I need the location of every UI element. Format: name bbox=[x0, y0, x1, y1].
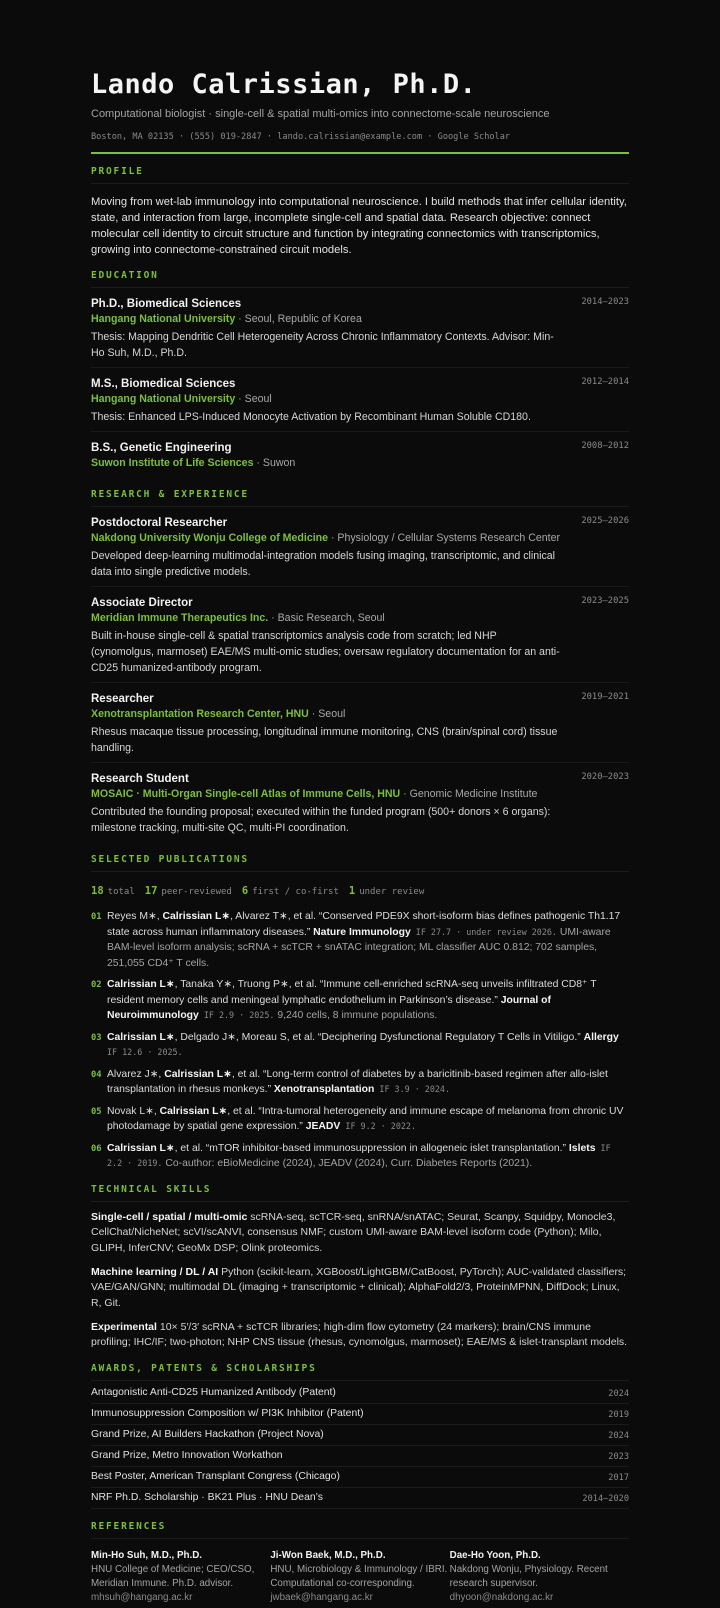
institution-line bbox=[91, 456, 629, 471]
reference-email[interactable]: dhyoon@nakdong.ac.kr bbox=[449, 1592, 554, 1604]
skill-category: Experimental bbox=[91, 1320, 157, 1333]
skill-details: scRNA-seq, scTCR-seq, snRNA/snATAC; Seurat, Scanpy, Squidpy, Monocle3, CellChat/NicheNet; scVI/scANVI, consensus NMF; custom UMI-aware BAM-level isoform code (Python); Milo, GLIPH, InferCNV; GeoMx DSP; Olink proteomics. bbox=[91, 1210, 616, 1254]
section-title-experience: RESEARCH & EXPERIENCE bbox=[91, 489, 629, 507]
institution-location: · Seoul bbox=[235, 393, 272, 405]
institution-name: Hangang National University bbox=[91, 393, 236, 405]
section-title-profile: PROFILE bbox=[91, 166, 629, 184]
stat-count: 18 bbox=[91, 885, 104, 897]
publication-item bbox=[91, 1104, 629, 1135]
experience-entry bbox=[91, 507, 629, 587]
award-title: Antagonistic Anti-CD25 Humanized Antibody (Patent) bbox=[91, 1387, 336, 1399]
entry-description: Built in-house single-cell & spatial transcriptomics analysis code from scratch; led NHP (cynomolgus, marmoset) EAE/MS multi-omic studies; oversaw regulatory documentation for an anti-CD25 humanized-antibody program. bbox=[91, 630, 560, 674]
date-range: 2012–2014 bbox=[581, 377, 629, 387]
section-title-publications: SELECTED PUBLICATIONS bbox=[91, 854, 629, 872]
stat-group bbox=[145, 887, 232, 897]
education-entry bbox=[91, 432, 629, 477]
publication-stats bbox=[91, 884, 629, 899]
skill-group bbox=[91, 1210, 629, 1257]
organization-line bbox=[91, 611, 629, 626]
award-row bbox=[91, 1488, 629, 1509]
stat-count: 6 bbox=[241, 885, 249, 897]
reference-card bbox=[91, 1549, 270, 1605]
education-entry bbox=[91, 288, 629, 368]
journal-name: Journal of Neuroimmunology bbox=[107, 994, 551, 1021]
reference-card bbox=[270, 1549, 449, 1605]
self-author: Calrissian L∗ bbox=[107, 979, 175, 990]
organization-location: · Basic Research, Seoul bbox=[268, 612, 385, 624]
award-year: 2024 bbox=[608, 1431, 629, 1442]
award-row bbox=[91, 1404, 629, 1425]
publication-citation bbox=[107, 1104, 629, 1135]
organization-name: Xenotransplantation Research Center, HNU bbox=[91, 708, 309, 720]
stat-label: peer-reviewed bbox=[161, 887, 232, 897]
co-authors-before: Alvarez J∗, bbox=[107, 1068, 165, 1080]
impact-factor: IF 2.9 · 2025. bbox=[198, 1010, 275, 1020]
award-row bbox=[91, 1467, 629, 1488]
publication-number: 04 bbox=[91, 1069, 102, 1080]
date-range: 2008–2012 bbox=[581, 441, 629, 451]
organization-line bbox=[91, 531, 629, 546]
entry-description: Rhesus macaque tissue processing, longitudinal immune monitoring, CNS (brain/spinal cord) tissue handling. bbox=[91, 726, 558, 754]
organization-name: Nakdong University Wonju College of Medicine bbox=[91, 532, 329, 544]
self-author: Calrissian L∗ bbox=[164, 1068, 232, 1080]
publication-number: 03 bbox=[91, 1032, 102, 1043]
reference-name: Ji-Won Baek, M.D., Ph.D. bbox=[270, 1550, 386, 1562]
publication-citation bbox=[107, 1067, 629, 1098]
institution-name: Hangang National University bbox=[91, 313, 236, 325]
reference-email[interactable]: mhsuh@hangang.ac.kr bbox=[91, 1592, 193, 1604]
experience-entry bbox=[91, 683, 629, 763]
candidate-name: Lando Calrissian, Ph.D. bbox=[91, 69, 477, 100]
organization-location: · Physiology / Cellular Systems Research Center bbox=[328, 532, 560, 544]
skill-category: Machine learning / DL / AI bbox=[91, 1265, 219, 1278]
publication-item bbox=[91, 1141, 629, 1172]
award-year: 2024 bbox=[608, 1389, 629, 1400]
role-title: Research Student bbox=[91, 773, 189, 785]
resume-header bbox=[91, 66, 629, 154]
skills-list bbox=[91, 1210, 629, 1352]
impact-factor: IF 3.9 · 2024. bbox=[374, 1084, 451, 1094]
skill-details: 10× 5′/3′ scRNA + scTCR libraries; high-dim flow cytometry (24 markers); brain/CNS immune profiling; IHC/IF; two-photon; NHP CNS tissue (rhesus, cynomolgus, marmoset); EAE/MS & islet-transplant models. bbox=[91, 1320, 628, 1349]
date-range: 2023–2025 bbox=[581, 596, 629, 606]
impact-factor: IF 2.2 · 2019. bbox=[107, 1142, 611, 1168]
journal-name: Islets bbox=[568, 1142, 596, 1154]
date-range: 2019–2021 bbox=[581, 692, 629, 702]
reference-affiliation: HNU, Microbiology & Immunology / IBRI. Computational co-corresponding. bbox=[270, 1564, 448, 1590]
experience-entry bbox=[91, 763, 629, 842]
education-list bbox=[91, 288, 629, 477]
organization-line bbox=[91, 787, 629, 802]
reference-name: Dae-Ho Yoon, Ph.D. bbox=[449, 1550, 541, 1562]
stat-label: under review bbox=[359, 887, 425, 897]
degree-title: B.S., Genetic Engineering bbox=[91, 442, 232, 454]
experience-entry bbox=[91, 587, 629, 683]
tagline: Computational biologist · single-cell & spatial multi-omics into connectome-scale neuroscience bbox=[91, 108, 550, 120]
citation-text: , Delgado J∗, Moreau S, et al. “Deciphering Dysfunctional Regulatory T Cells in Vitiligo.” bbox=[174, 1031, 584, 1043]
publication-number: 01 bbox=[91, 912, 102, 922]
publication-citation bbox=[107, 909, 629, 971]
award-title: NRF Ph.D. Scholarship · BK21 Plus · HNU Dean’s bbox=[91, 1492, 323, 1504]
award-row bbox=[91, 1425, 629, 1446]
entry-description: Thesis: Enhanced LPS-Induced Monocyte Activation by Recombinant Human Soluble CD180. bbox=[91, 411, 531, 423]
institution-name: Suwon Institute of Life Sciences bbox=[91, 457, 254, 469]
impact-factor: IF 9.2 · 2022. bbox=[340, 1121, 417, 1131]
stat-count: 1 bbox=[348, 885, 356, 897]
citation-text: , et al. “Long-term control of diabetes by a baricitinib-based regimen after allo-islet transplantation in rhesus monkeys.” bbox=[107, 1068, 608, 1095]
stat-count: 17 bbox=[144, 885, 158, 897]
journal-name: Nature Immunology bbox=[313, 926, 411, 938]
reference-affiliation: Nakdong Wonju, Physiology. Recent research supervisor. bbox=[449, 1564, 608, 1590]
award-year: 2014–2020 bbox=[582, 1494, 629, 1505]
publication-citation bbox=[107, 1030, 629, 1061]
journal-name: Xenotransplantation bbox=[273, 1084, 375, 1095]
institution-location: · Suwon bbox=[253, 457, 296, 469]
co-authors-before: Novak L∗, bbox=[107, 1105, 160, 1117]
stat-label: first / co-first bbox=[252, 887, 339, 897]
contact-line: Boston, MA 02135 · (555) 019-2847 · lando.calrissian@example.com · Google Scholar bbox=[91, 132, 511, 142]
impact-factor: IF 27.7 · under review 2026. bbox=[410, 926, 557, 937]
award-title: Grand Prize, AI Builders Hackathon (Project Nova) bbox=[91, 1429, 324, 1441]
experience-list bbox=[91, 507, 629, 842]
award-title: Immunosuppression Composition w/ PI3K Inhibitor (Patent) bbox=[91, 1408, 364, 1420]
publication-note: UMI-aware BAM-level isoform analysis; scRNA + scTCR + snATAC integration; ML classifier AUC 0.812; 702 samples, 251,055 CD4⁺ T cells. bbox=[107, 926, 611, 969]
skill-category: Single-cell / spatial / multi-omic bbox=[91, 1210, 248, 1223]
header-rule bbox=[91, 152, 629, 154]
role-title: Postdoctoral Researcher bbox=[91, 517, 228, 529]
degree-title: M.S., Biomedical Sciences bbox=[91, 378, 236, 390]
organization-name: Meridian Immune Therapeutics Inc. bbox=[91, 612, 269, 624]
stat-group bbox=[242, 887, 339, 897]
publication-number: 05 bbox=[91, 1106, 102, 1117]
institution-location: · Seoul, Republic of Korea bbox=[235, 313, 362, 325]
publication-item bbox=[91, 909, 629, 971]
publication-note: Co-author: eBioMedicine (2024), JEADV (2024), Curr. Diabetes Reports (2021). bbox=[162, 1158, 533, 1169]
section-title-education: EDUCATION bbox=[91, 270, 629, 288]
section-title-references: REFERENCES bbox=[91, 1521, 629, 1539]
date-range: 2014–2023 bbox=[581, 297, 629, 307]
organization-location: · Genomic Medicine Institute bbox=[400, 788, 538, 800]
awards-list bbox=[91, 1383, 629, 1509]
publication-item bbox=[91, 977, 629, 1024]
stat-group bbox=[91, 887, 135, 897]
citation-text: , et al. “mTOR inhibitor-based immunosuppression in allogeneic islet transplantation.” bbox=[174, 1142, 569, 1154]
stat-label: total bbox=[107, 887, 135, 897]
institution-line bbox=[91, 312, 629, 327]
publication-number: 06 bbox=[91, 1143, 102, 1154]
reference-affiliation: HNU College of Medicine; CEO/CSO, Meridian Immune. Ph.D. advisor. bbox=[91, 1564, 255, 1590]
journal-name: JEADV bbox=[305, 1121, 341, 1132]
role-title: Associate Director bbox=[91, 597, 193, 609]
profile-text: Moving from wet-lab immunology into computational neuroscience. I build methods that infer cellular identity, state, and interaction from large, incomplete single-cell and spatial data. Research objective: connect molecular cell identity to circuit structure and function by integrating connectomics with transcriptomics, growing into connectome-constrained circuit models. bbox=[91, 196, 627, 256]
organization-line bbox=[91, 707, 629, 722]
citation-text: , et al. “Intra-tumoral heterogeneity and immune escape of melanoma from chronic UV photodamage by spatial gene expression.” bbox=[107, 1105, 624, 1132]
award-row bbox=[91, 1446, 629, 1467]
award-row bbox=[91, 1383, 629, 1404]
citation-text: , Alvarez T∗, et al. “Conserved PDE9X short-isoform bias defines pathogenic Th1.17 state across human inflammatory diseases.” bbox=[107, 911, 621, 938]
reference-card bbox=[450, 1549, 629, 1605]
references-list bbox=[91, 1549, 629, 1605]
degree-title: Ph.D., Biomedical Sciences bbox=[91, 298, 242, 310]
self-author: Calrissian L∗ bbox=[107, 1031, 175, 1043]
entry-description: Contributed the founding proposal; executed within the funded program (500+ donors × 6 organs): milestone tracking, multi-site QC, multi-PI coordination. bbox=[91, 806, 551, 834]
skill-details: Python (scikit-learn, XGBoost/LightGBM/CatBoost, PyTorch); AUC-validated classifiers; VAE/GAN/GNN; multimodal DL (imaging + transcriptomic + clinical); AlphaFold2/3, ProteinMPNN, DiffDock; Linux, R, Git. bbox=[91, 1265, 627, 1310]
publication-citation bbox=[107, 1141, 629, 1172]
entry-description: Thesis: Mapping Dendritic Cell Heterogeneity Across Chronic Inflammatory Contexts. Advisor: Min-Ho Suh, M.D., Ph.D. bbox=[91, 331, 554, 359]
role-title: Researcher bbox=[91, 693, 154, 705]
publication-item bbox=[91, 1030, 629, 1061]
publication-item bbox=[91, 1067, 629, 1098]
skill-group bbox=[91, 1320, 629, 1351]
impact-factor: IF 12.6 · 2025. bbox=[107, 1047, 183, 1057]
reference-name: Min-Ho Suh, M.D., Ph.D. bbox=[91, 1550, 203, 1562]
date-range: 2020–2023 bbox=[581, 772, 629, 782]
award-title: Grand Prize, Metro Innovation Workathon bbox=[91, 1450, 283, 1462]
self-author: Calrissian L∗ bbox=[162, 911, 231, 922]
institution-line bbox=[91, 392, 629, 407]
reference-email[interactable]: jwbaek@hangang.ac.kr bbox=[270, 1592, 373, 1604]
organization-location: · Seoul bbox=[308, 708, 346, 720]
award-title: Best Poster, American Transplant Congress (Chicago) bbox=[91, 1471, 340, 1483]
publication-list bbox=[91, 909, 629, 1172]
publication-citation bbox=[107, 977, 629, 1024]
citation-text: , Tanaka Y∗, Truong P∗, et al. “Immune cell-enriched scRNA-seq unveils infiltrated CD8⁺ T resident memory cells and meningeal lymphatic endothelium in Parkinson’s disease.” bbox=[107, 979, 597, 1006]
co-authors-before: Reyes M∗, bbox=[107, 911, 163, 922]
section-title-skills: TECHNICAL SKILLS bbox=[91, 1184, 629, 1202]
education-entry bbox=[91, 368, 629, 432]
skill-group bbox=[91, 1265, 629, 1312]
organization-name: MOSAIC · Multi-Organ Single-cell Atlas of Immune Cells, HNU bbox=[91, 788, 401, 800]
publication-note: 9,240 cells, 8 immune populations. bbox=[274, 1010, 438, 1021]
journal-name: Allergy bbox=[583, 1031, 619, 1043]
date-range: 2025–2026 bbox=[581, 516, 629, 526]
self-author: Calrissian L∗ bbox=[159, 1105, 228, 1117]
award-year: 2023 bbox=[608, 1452, 629, 1463]
entry-description: Developed deep-learning multimodal-integration models fusing imaging, transcriptomic, and clinical data into single predictive models. bbox=[91, 550, 556, 578]
award-year: 2017 bbox=[608, 1473, 629, 1484]
award-year: 2019 bbox=[608, 1410, 629, 1421]
publication-number: 02 bbox=[91, 980, 102, 990]
stat-group bbox=[349, 887, 424, 897]
section-title-awards: AWARDS, PATENTS & SCHOLARSHIPS bbox=[91, 1363, 629, 1381]
self-author: Calrissian L∗ bbox=[107, 1142, 175, 1154]
